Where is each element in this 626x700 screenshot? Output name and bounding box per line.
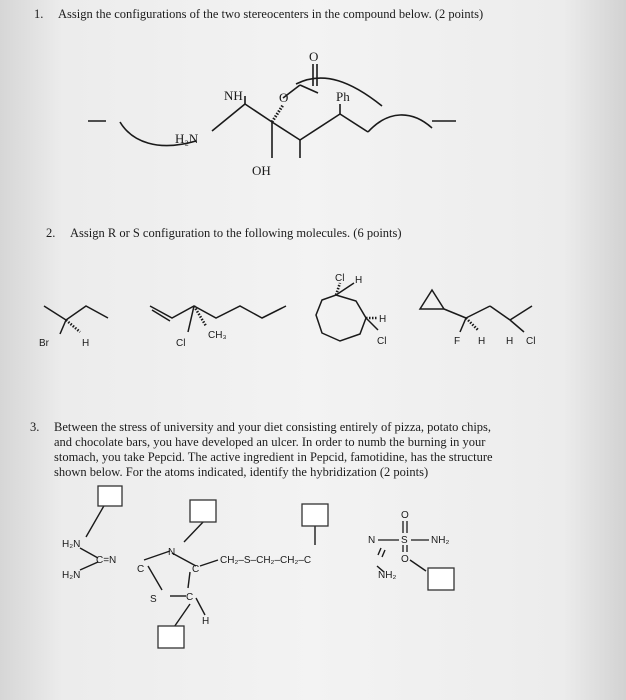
q2-cl-label-1: Cl — [176, 338, 186, 349]
q3-n-label-1: N — [168, 547, 176, 558]
question-3-line-3: stomach, you take Pepcid. The active ingredient in Pepcid, famotidine, has the structure — [54, 450, 493, 464]
q3-h2n-bot-label: H₂N — [62, 570, 81, 581]
question-3-number: 3. — [30, 420, 40, 434]
q2-cl-label-2: Cl — [335, 273, 345, 284]
q3-answer-box-3[interactable] — [302, 504, 328, 526]
q2-cl-label-4: Cl — [526, 336, 536, 347]
q3-n-label-3: N — [368, 535, 376, 546]
q3-o-label-2: O — [401, 554, 409, 565]
q1-nh-label: NH — [224, 88, 243, 103]
q2-h-label-1: H — [82, 338, 90, 349]
q3-c-label-1: C — [137, 564, 145, 575]
q1-oh-label: OH — [252, 163, 271, 178]
q1-o-label: O — [279, 90, 289, 105]
q3-c-label-3: C — [186, 592, 194, 603]
q1-ph-label: Ph — [336, 89, 350, 104]
q1-o-top-label: O — [309, 49, 319, 64]
question-2-text: Assign R or S configuration to the following molecules. (6 points) — [70, 226, 402, 240]
q2-br-label: Br — [39, 338, 49, 349]
q3-answer-box-1[interactable] — [98, 486, 122, 506]
q2-f-label: F — [454, 336, 461, 347]
q2-cl-label-3: Cl — [377, 336, 387, 347]
question-3-line-4: shown below. For the atoms indicated, identify the hybridization (2 points) — [54, 465, 429, 479]
q3-answer-box-5[interactable] — [158, 626, 184, 648]
q3-c-label-2: C — [192, 564, 200, 575]
question-2-number: 2. — [46, 226, 56, 240]
question-1-number: 1. — [34, 7, 44, 21]
q3-ceqn-label: C=N — [96, 555, 117, 566]
q3-answer-box-2[interactable] — [190, 500, 216, 522]
q3-chain-label: CH₂–S–CH₂–CH₂–C — [220, 555, 312, 566]
q2-h-label-5: H — [506, 336, 514, 347]
q3-o-label-1: O — [401, 510, 409, 521]
q2-h-label-2: H — [355, 275, 363, 286]
q3-h-label: H — [202, 616, 210, 627]
q3-s-label-2: S — [401, 535, 408, 546]
question-3-line-2: and chocolate bars, you have developed an ulcer. In order to numb the burning in your — [54, 435, 486, 449]
q2-h-label-4: H — [478, 336, 486, 347]
question-3-line-1: Between the stress of university and your diet consisting entirely of pizza, potato chips, — [54, 420, 492, 434]
q3-answer-box-4[interactable] — [428, 568, 454, 590]
q3-nh2-right-label: NH₂ — [431, 535, 450, 546]
q2-ch3-label: CH₃ — [208, 330, 227, 341]
question-1-text: Assign the configurations of the two stereocenters in the compound below. (2 points) — [58, 7, 484, 21]
q2-h-label-3: H — [379, 314, 387, 325]
q3-nh2-bot-label: NH₂ — [378, 570, 397, 581]
q3-h2n-top-label: H₂N — [62, 539, 81, 550]
q3-s-label-1: S — [150, 594, 157, 605]
q1-h2n-label: H₂N — [175, 131, 199, 146]
